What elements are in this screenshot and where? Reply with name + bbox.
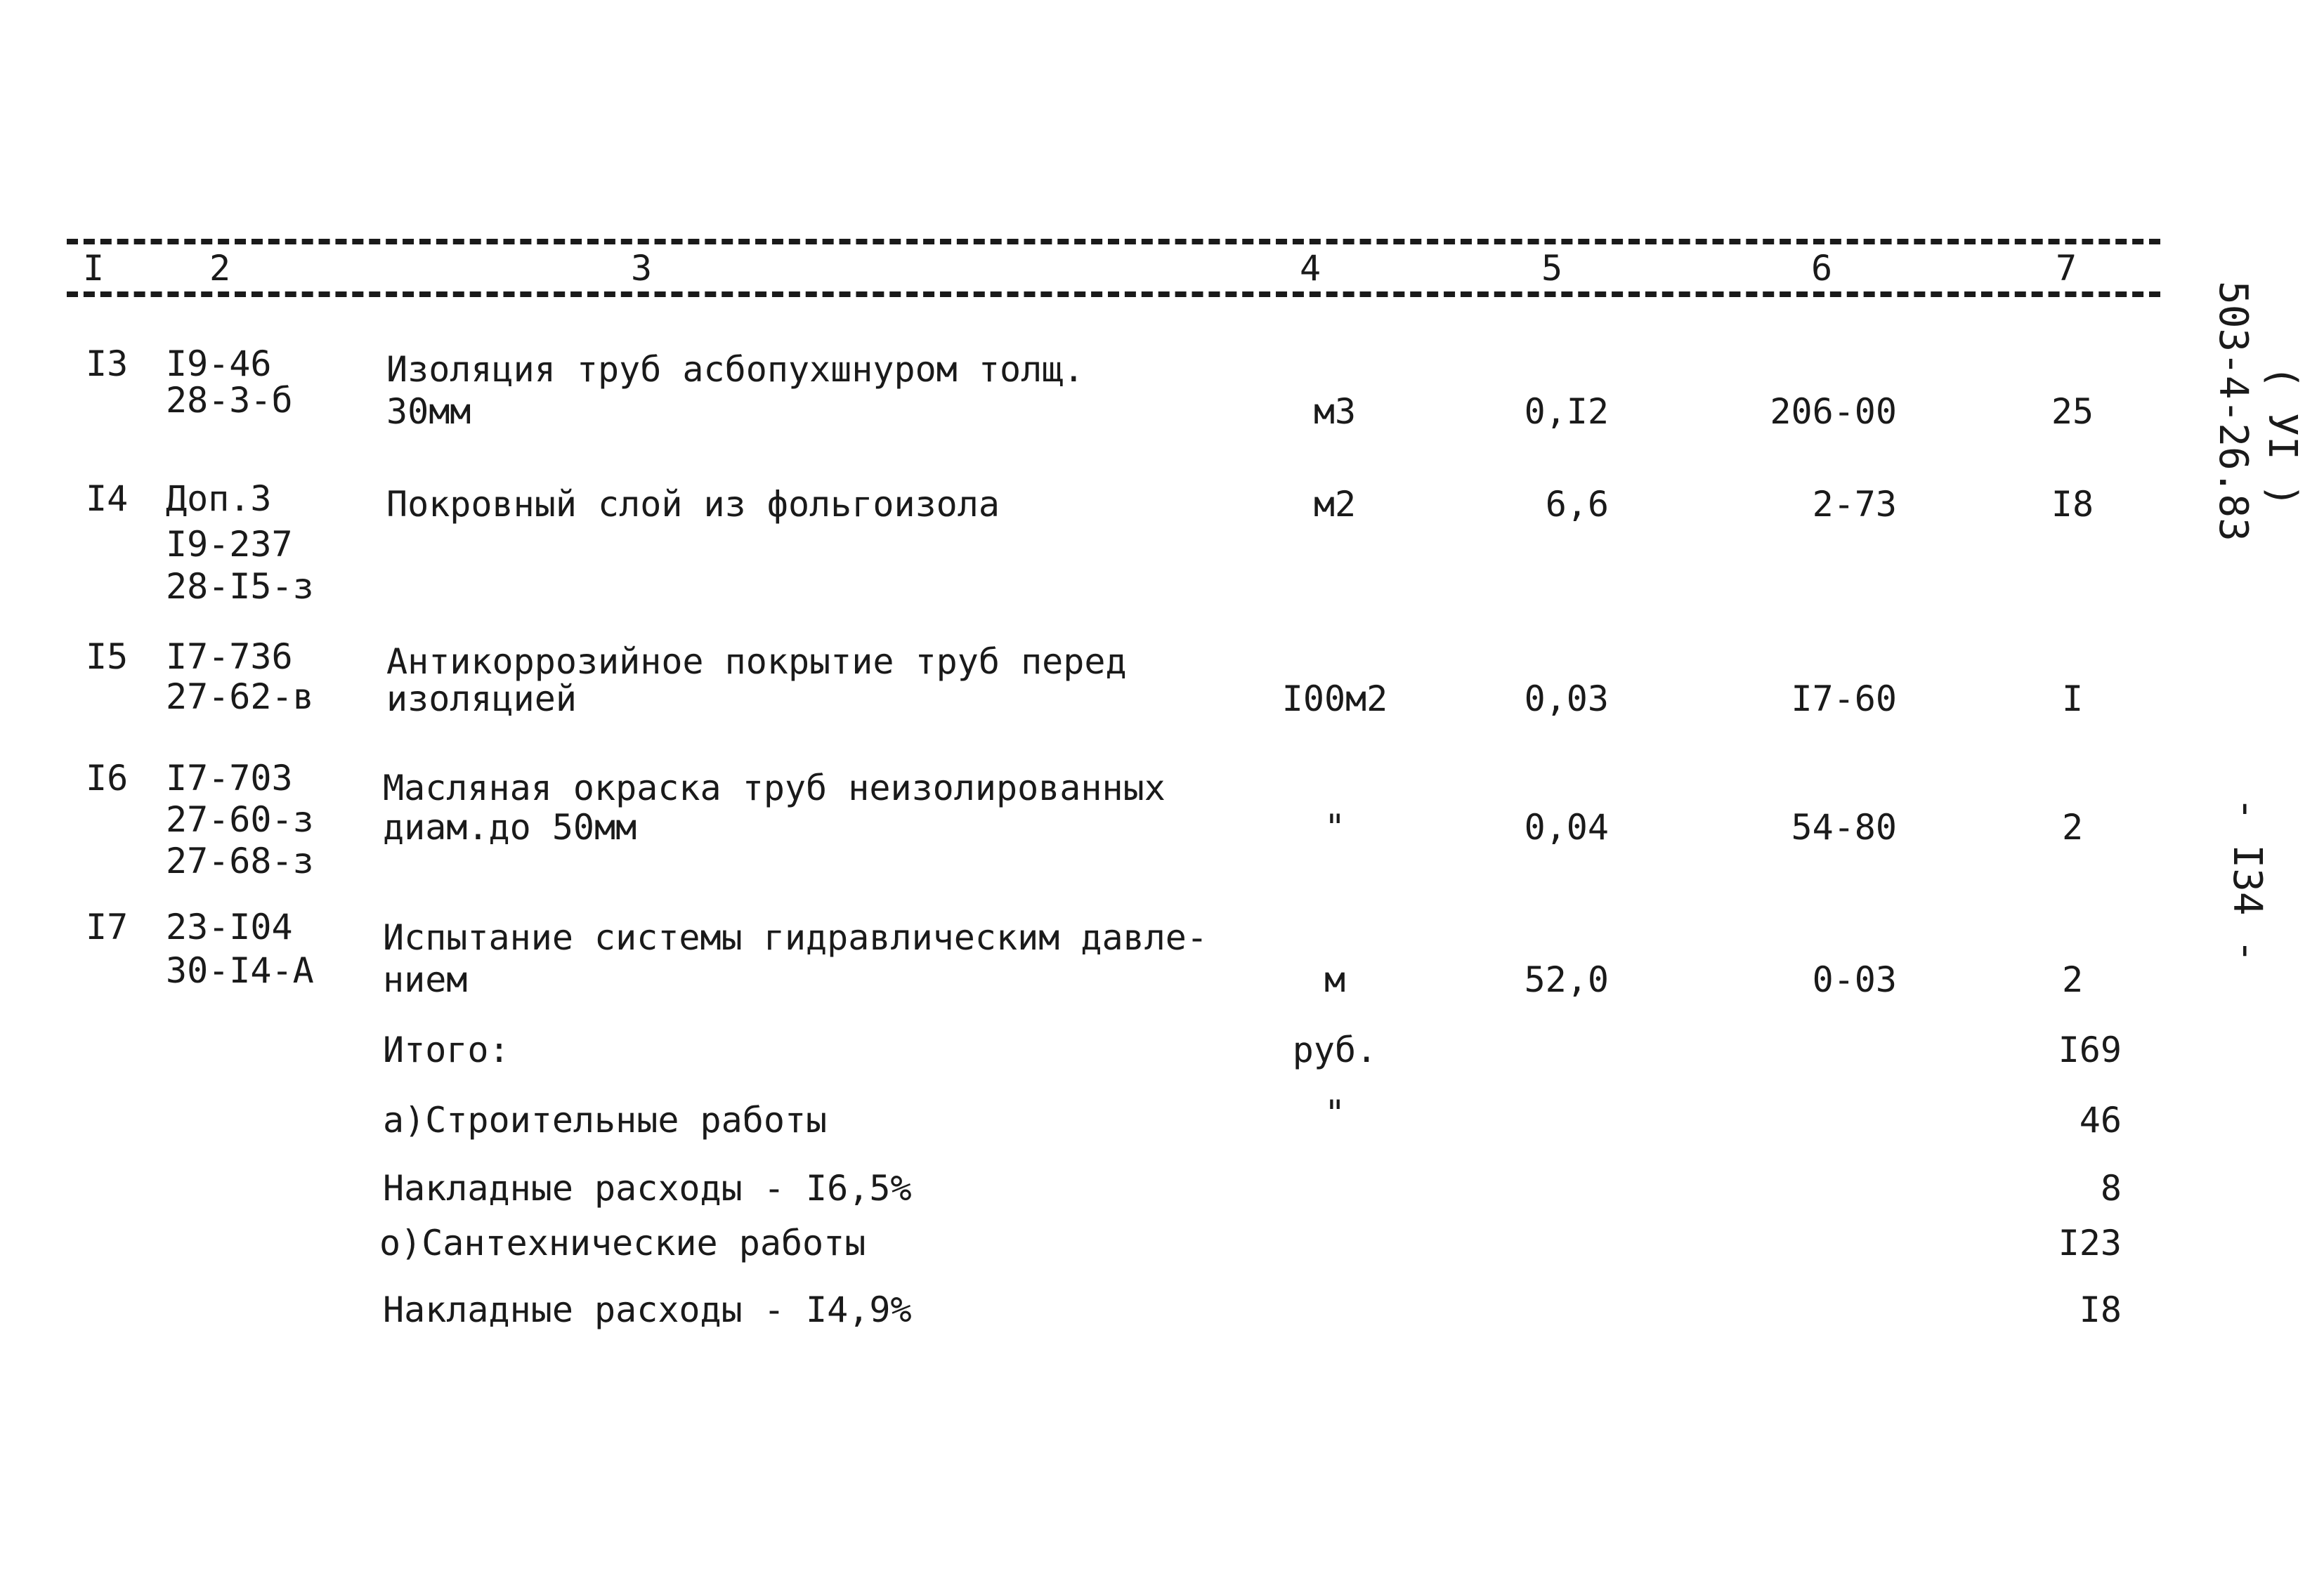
row-code: 27-68-з [166,841,314,881]
row-quantity: 0,04 [1524,807,1609,848]
plumbing-label: о)Сантехнические работы [379,1223,866,1263]
header-rule-bottom [67,291,2160,297]
row-number: I5 [86,636,129,677]
construction-unit: " [1324,1093,1346,1134]
row-quantity: 52,0 [1524,959,1609,1000]
doc-code: ( УI ) [2259,365,2305,508]
row-code: 27-62-в [166,676,314,717]
row-number: I3 [86,343,129,384]
plumbing-overhead-label: Накладные расходы - I4,9% [383,1289,912,1330]
row-code: I7-736 [166,636,293,677]
doc-number: 503-4-26.83 [2210,281,2256,541]
row-price: 2-73 [1812,484,1897,525]
row-total: I8 [2051,484,2094,525]
row-code: Доп.3 [166,478,272,519]
row-unit: I00м2 [1281,678,1388,719]
row-code: 28-3-б [166,380,293,421]
row-number: I7 [86,907,129,947]
header-col-3: 3 [631,248,653,289]
row-code: I9-46 [166,343,272,384]
row-code: 28-I5-з [166,566,314,607]
row-code: I9-237 [166,524,293,565]
row-code: I7-703 [166,758,293,799]
header-col-4: 4 [1300,248,1321,289]
plumbing-value: I23 [2058,1223,2122,1263]
header-col-7: 7 [2056,248,2077,289]
construction-value: 46 [2079,1100,2122,1141]
page-number: - I34 - [2224,797,2270,964]
header-col-2: 2 [209,248,231,289]
row-price: 54-80 [1791,807,1897,848]
row-description: нием [383,959,468,1000]
row-description: Масляная окраска труб неизолированных [383,768,1166,808]
row-code: 30-I4-А [166,950,314,991]
row-description: изоляцией [386,678,577,719]
row-total: 25 [2051,391,2094,432]
row-price: 206-00 [1770,391,1897,432]
construction-overhead-value: 8 [2100,1168,2122,1209]
row-description: Антикоррозийное покрытие труб перед [386,641,1127,682]
row-description: диам.до 50мм [383,807,637,848]
header-col-5: 5 [1541,248,1563,289]
row-price: I7-60 [1791,678,1897,719]
row-code: 23-I04 [166,907,293,947]
row-unit: м3 [1313,391,1357,432]
row-total: I [2061,678,2084,719]
construction-label: а)Строительные работы [383,1100,828,1141]
construction-overhead-label: Накладные расходы - I6,5% [383,1168,912,1209]
header-col-6: 6 [1811,248,1833,289]
row-total: 2 [2061,959,2084,1000]
row-description: Покровный слой из фольгоизола [386,484,1000,525]
row-number: I6 [86,758,129,799]
row-price: 0-03 [1812,959,1897,1000]
row-quantity: 0,03 [1524,678,1609,719]
row-description: Изоляция труб асбопухшнуром толщ. [386,349,1085,390]
row-number: I4 [86,478,129,519]
row-code: 27-60-з [166,799,314,840]
row-quantity: 6,6 [1545,484,1609,525]
row-unit: м2 [1313,484,1357,525]
row-unit: " [1324,807,1346,848]
total-value: I69 [2058,1030,2122,1070]
row-description: Испытание системы гидравлическим давле- [383,917,1208,958]
total-unit: руб. [1292,1030,1378,1070]
plumbing-overhead-value: I8 [2079,1289,2122,1330]
total-label: Итого: [383,1030,510,1070]
row-unit: м [1324,959,1346,1000]
row-quantity: 0,I2 [1524,391,1609,432]
header-rule-top [67,239,2160,244]
row-total: 2 [2061,807,2084,848]
header-col-1: I [83,248,105,289]
row-description: 30мм [386,391,471,432]
